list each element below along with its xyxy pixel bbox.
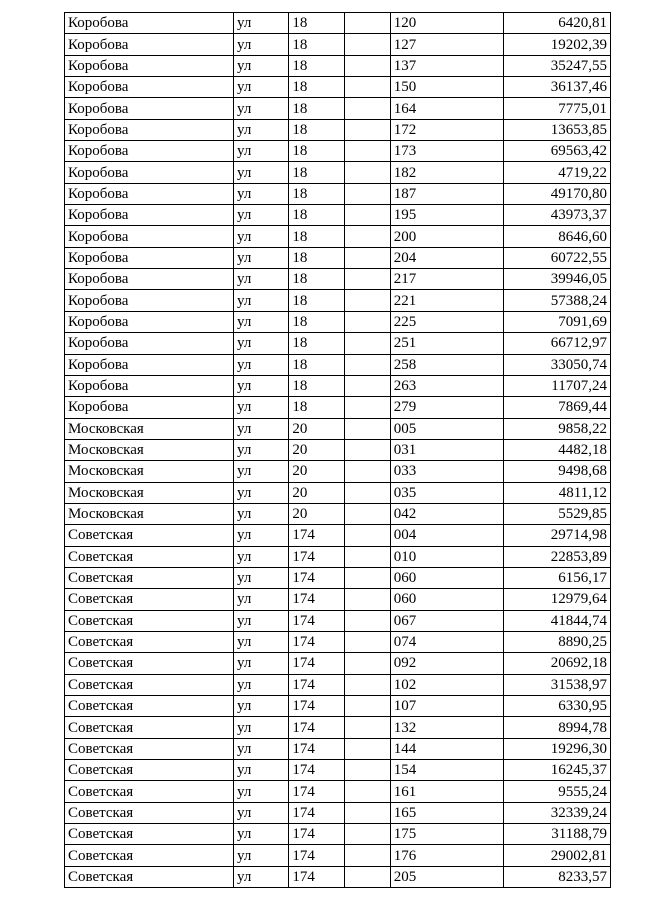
street-cell: Коробова <box>65 247 234 268</box>
empty-cell <box>344 717 390 738</box>
street-type-cell: ул <box>234 55 289 76</box>
amount-cell: 31188,79 <box>504 824 611 845</box>
table-row <box>65 482 611 503</box>
house-number-cell: 174 <box>289 802 344 823</box>
amount-cell: 29002,81 <box>504 845 611 866</box>
street-type-cell: ул <box>234 141 289 162</box>
empty-cell <box>344 247 390 268</box>
street-type-cell: ул <box>234 503 289 524</box>
house-number-cell: 174 <box>289 674 344 695</box>
table-row <box>65 34 611 55</box>
amount-cell: 49170,80 <box>504 183 611 204</box>
street-type-cell: ул <box>234 269 289 290</box>
empty-cell <box>344 375 390 396</box>
apartment-number-cell: 107 <box>390 696 504 717</box>
house-number-cell: 20 <box>289 482 344 503</box>
amount-cell: 16245,37 <box>504 760 611 781</box>
empty-cell <box>344 674 390 695</box>
street-cell: Советская <box>65 653 234 674</box>
table-row <box>65 205 611 226</box>
table-row <box>65 824 611 845</box>
apartment-number-cell: 005 <box>390 418 504 439</box>
amount-cell: 6156,17 <box>504 567 611 588</box>
house-number-cell: 174 <box>289 866 344 887</box>
table-row <box>65 333 611 354</box>
amount-cell: 20692,18 <box>504 653 611 674</box>
street-type-cell: ул <box>234 845 289 866</box>
apartment-number-cell: 150 <box>390 77 504 98</box>
street-type-cell: ул <box>234 333 289 354</box>
empty-cell <box>344 183 390 204</box>
table-row <box>65 866 611 887</box>
empty-cell <box>344 98 390 119</box>
table-row <box>65 503 611 524</box>
street-cell: Московская <box>65 418 234 439</box>
amount-cell: 9498,68 <box>504 461 611 482</box>
apartment-number-cell: 042 <box>390 503 504 524</box>
street-cell: Советская <box>65 760 234 781</box>
house-number-cell: 18 <box>289 141 344 162</box>
street-type-cell: ул <box>234 546 289 567</box>
apartment-number-cell: 092 <box>390 653 504 674</box>
street-cell: Коробова <box>65 290 234 311</box>
apartment-number-cell: 221 <box>390 290 504 311</box>
house-number-cell: 20 <box>289 461 344 482</box>
street-cell: Коробова <box>65 77 234 98</box>
amount-cell: 6330,95 <box>504 696 611 717</box>
house-number-cell: 18 <box>289 205 344 226</box>
apartment-number-cell: 127 <box>390 34 504 55</box>
apartment-number-cell: 132 <box>390 717 504 738</box>
amount-cell: 12979,64 <box>504 589 611 610</box>
amount-cell: 19202,39 <box>504 34 611 55</box>
empty-cell <box>344 631 390 652</box>
amount-cell: 60722,55 <box>504 247 611 268</box>
apartment-number-cell: 217 <box>390 269 504 290</box>
apartment-number-cell: 251 <box>390 333 504 354</box>
apartment-number-cell: 263 <box>390 375 504 396</box>
registry-body <box>65 13 611 888</box>
house-number-cell: 18 <box>289 247 344 268</box>
amount-cell: 7775,01 <box>504 98 611 119</box>
table-row <box>65 290 611 311</box>
apartment-number-cell: 144 <box>390 738 504 759</box>
table-row <box>65 845 611 866</box>
street-type-cell: ул <box>234 717 289 738</box>
amount-cell: 31538,97 <box>504 674 611 695</box>
house-number-cell: 20 <box>289 418 344 439</box>
house-number-cell: 18 <box>289 269 344 290</box>
amount-cell: 66712,97 <box>504 333 611 354</box>
table-row <box>65 269 611 290</box>
street-cell: Московская <box>65 503 234 524</box>
street-cell: Коробова <box>65 397 234 418</box>
apartment-number-cell: 060 <box>390 567 504 588</box>
street-cell: Коробова <box>65 119 234 140</box>
amount-cell: 4719,22 <box>504 162 611 183</box>
empty-cell <box>344 482 390 503</box>
apartment-number-cell: 060 <box>390 589 504 610</box>
amount-cell: 57388,24 <box>504 290 611 311</box>
street-type-cell: ул <box>234 226 289 247</box>
table-row <box>65 141 611 162</box>
amount-cell: 36137,46 <box>504 77 611 98</box>
house-number-cell: 20 <box>289 503 344 524</box>
amount-cell: 32339,24 <box>504 802 611 823</box>
street-cell: Коробова <box>65 98 234 119</box>
amount-cell: 7869,44 <box>504 397 611 418</box>
house-number-cell: 174 <box>289 589 344 610</box>
street-cell: Советская <box>65 610 234 631</box>
street-cell: Коробова <box>65 205 234 226</box>
table-row <box>65 760 611 781</box>
street-type-cell: ул <box>234 205 289 226</box>
table-row <box>65 653 611 674</box>
street-type-cell: ул <box>234 439 289 460</box>
street-type-cell: ул <box>234 418 289 439</box>
street-type-cell: ул <box>234 162 289 183</box>
street-cell: Советская <box>65 525 234 546</box>
street-cell: Коробова <box>65 269 234 290</box>
street-cell: Коробова <box>65 13 234 34</box>
house-number-cell: 18 <box>289 183 344 204</box>
street-type-cell: ул <box>234 567 289 588</box>
street-type-cell: ул <box>234 183 289 204</box>
empty-cell <box>344 55 390 76</box>
street-type-cell: ул <box>234 13 289 34</box>
apartment-number-cell: 279 <box>390 397 504 418</box>
street-type-cell: ул <box>234 354 289 375</box>
street-cell: Советская <box>65 546 234 567</box>
house-number-cell: 18 <box>289 162 344 183</box>
amount-cell: 69563,42 <box>504 141 611 162</box>
house-number-cell: 18 <box>289 226 344 247</box>
street-cell: Советская <box>65 845 234 866</box>
amount-cell: 19296,30 <box>504 738 611 759</box>
amount-cell: 8233,57 <box>504 866 611 887</box>
empty-cell <box>344 461 390 482</box>
street-type-cell: ул <box>234 311 289 332</box>
house-number-cell: 174 <box>289 631 344 652</box>
table-row <box>65 311 611 332</box>
debt-registry-table <box>64 12 611 888</box>
street-cell: Московская <box>65 461 234 482</box>
street-type-cell: ул <box>234 589 289 610</box>
apartment-number-cell: 031 <box>390 439 504 460</box>
amount-cell: 35247,55 <box>504 55 611 76</box>
street-type-cell: ул <box>234 461 289 482</box>
house-number-cell: 174 <box>289 760 344 781</box>
house-number-cell: 18 <box>289 119 344 140</box>
empty-cell <box>344 546 390 567</box>
table-row <box>65 418 611 439</box>
apartment-number-cell: 205 <box>390 866 504 887</box>
amount-cell: 6420,81 <box>504 13 611 34</box>
table-row <box>65 589 611 610</box>
amount-cell: 4482,18 <box>504 439 611 460</box>
empty-cell <box>344 525 390 546</box>
house-number-cell: 18 <box>289 354 344 375</box>
house-number-cell: 174 <box>289 845 344 866</box>
apartment-number-cell: 258 <box>390 354 504 375</box>
street-type-cell: ул <box>234 77 289 98</box>
empty-cell <box>344 845 390 866</box>
street-cell: Коробова <box>65 375 234 396</box>
amount-cell: 11707,24 <box>504 375 611 396</box>
empty-cell <box>344 696 390 717</box>
empty-cell <box>344 397 390 418</box>
empty-cell <box>344 589 390 610</box>
amount-cell: 33050,74 <box>504 354 611 375</box>
street-type-cell: ул <box>234 802 289 823</box>
house-number-cell: 174 <box>289 567 344 588</box>
table-row <box>65 525 611 546</box>
apartment-number-cell: 033 <box>390 461 504 482</box>
house-number-cell: 174 <box>289 546 344 567</box>
table-row <box>65 610 611 631</box>
empty-cell <box>344 311 390 332</box>
street-cell: Коробова <box>65 311 234 332</box>
empty-cell <box>344 141 390 162</box>
street-type-cell: ул <box>234 119 289 140</box>
table-row <box>65 375 611 396</box>
debt-registry-sheet <box>64 12 611 888</box>
house-number-cell: 174 <box>289 717 344 738</box>
table-row <box>65 631 611 652</box>
apartment-number-cell: 004 <box>390 525 504 546</box>
street-type-cell: ул <box>234 781 289 802</box>
amount-cell: 9858,22 <box>504 418 611 439</box>
table-row <box>65 738 611 759</box>
table-row <box>65 119 611 140</box>
street-type-cell: ул <box>234 866 289 887</box>
amount-cell: 8646,60 <box>504 226 611 247</box>
amount-cell: 29714,98 <box>504 525 611 546</box>
street-type-cell: ул <box>234 34 289 55</box>
street-type-cell: ул <box>234 610 289 631</box>
amount-cell: 9555,24 <box>504 781 611 802</box>
table-row <box>65 247 611 268</box>
apartment-number-cell: 172 <box>390 119 504 140</box>
table-row <box>65 546 611 567</box>
street-type-cell: ул <box>234 653 289 674</box>
empty-cell <box>344 781 390 802</box>
house-number-cell: 174 <box>289 525 344 546</box>
apartment-number-cell: 164 <box>390 98 504 119</box>
table-row <box>65 461 611 482</box>
amount-cell: 8994,78 <box>504 717 611 738</box>
house-number-cell: 18 <box>289 290 344 311</box>
empty-cell <box>344 354 390 375</box>
street-type-cell: ул <box>234 98 289 119</box>
empty-cell <box>344 333 390 354</box>
amount-cell: 7091,69 <box>504 311 611 332</box>
house-number-cell: 174 <box>289 738 344 759</box>
street-cell: Московская <box>65 439 234 460</box>
street-type-cell: ул <box>234 247 289 268</box>
house-number-cell: 174 <box>289 781 344 802</box>
apartment-number-cell: 035 <box>390 482 504 503</box>
empty-cell <box>344 653 390 674</box>
empty-cell <box>344 119 390 140</box>
street-cell: Советская <box>65 589 234 610</box>
empty-cell <box>344 77 390 98</box>
empty-cell <box>344 824 390 845</box>
apartment-number-cell: 200 <box>390 226 504 247</box>
table-row <box>65 717 611 738</box>
table-row <box>65 696 611 717</box>
amount-cell: 43973,37 <box>504 205 611 226</box>
street-cell: Советская <box>65 674 234 695</box>
table-row <box>65 55 611 76</box>
apartment-number-cell: 187 <box>390 183 504 204</box>
table-row <box>65 162 611 183</box>
table-row <box>65 397 611 418</box>
empty-cell <box>344 802 390 823</box>
street-cell: Советская <box>65 738 234 759</box>
street-cell: Коробова <box>65 333 234 354</box>
apartment-number-cell: 137 <box>390 55 504 76</box>
empty-cell <box>344 205 390 226</box>
house-number-cell: 174 <box>289 824 344 845</box>
apartment-number-cell: 225 <box>390 311 504 332</box>
house-number-cell: 18 <box>289 77 344 98</box>
apartment-number-cell: 175 <box>390 824 504 845</box>
empty-cell <box>344 162 390 183</box>
street-type-cell: ул <box>234 375 289 396</box>
house-number-cell: 18 <box>289 397 344 418</box>
street-cell: Советская <box>65 781 234 802</box>
table-row <box>65 77 611 98</box>
street-cell: Коробова <box>65 55 234 76</box>
empty-cell <box>344 610 390 631</box>
street-type-cell: ул <box>234 760 289 781</box>
table-row <box>65 802 611 823</box>
empty-cell <box>344 760 390 781</box>
empty-cell <box>344 269 390 290</box>
house-number-cell: 18 <box>289 55 344 76</box>
street-type-cell: ул <box>234 482 289 503</box>
table-row <box>65 781 611 802</box>
apartment-number-cell: 176 <box>390 845 504 866</box>
apartment-number-cell: 154 <box>390 760 504 781</box>
house-number-cell: 20 <box>289 439 344 460</box>
amount-cell: 41844,74 <box>504 610 611 631</box>
house-number-cell: 18 <box>289 34 344 55</box>
street-type-cell: ул <box>234 824 289 845</box>
street-cell: Советская <box>65 802 234 823</box>
empty-cell <box>344 567 390 588</box>
street-cell: Коробова <box>65 183 234 204</box>
empty-cell <box>344 866 390 887</box>
apartment-number-cell: 067 <box>390 610 504 631</box>
street-type-cell: ул <box>234 696 289 717</box>
street-type-cell: ул <box>234 525 289 546</box>
apartment-number-cell: 161 <box>390 781 504 802</box>
house-number-cell: 18 <box>289 333 344 354</box>
amount-cell: 8890,25 <box>504 631 611 652</box>
apartment-number-cell: 074 <box>390 631 504 652</box>
amount-cell: 4811,12 <box>504 482 611 503</box>
amount-cell: 5529,85 <box>504 503 611 524</box>
street-cell: Коробова <box>65 141 234 162</box>
street-cell: Советская <box>65 866 234 887</box>
empty-cell <box>344 439 390 460</box>
empty-cell <box>344 290 390 311</box>
apartment-number-cell: 204 <box>390 247 504 268</box>
street-cell: Коробова <box>65 34 234 55</box>
table-row <box>65 98 611 119</box>
street-cell: Советская <box>65 567 234 588</box>
street-cell: Советская <box>65 696 234 717</box>
apartment-number-cell: 102 <box>390 674 504 695</box>
apartment-number-cell: 165 <box>390 802 504 823</box>
street-cell: Советская <box>65 631 234 652</box>
empty-cell <box>344 226 390 247</box>
house-number-cell: 18 <box>289 375 344 396</box>
table-row <box>65 226 611 247</box>
table-row <box>65 567 611 588</box>
empty-cell <box>344 34 390 55</box>
street-type-cell: ул <box>234 674 289 695</box>
house-number-cell: 18 <box>289 98 344 119</box>
amount-cell: 22853,89 <box>504 546 611 567</box>
street-cell: Советская <box>65 717 234 738</box>
amount-cell: 13653,85 <box>504 119 611 140</box>
street-type-cell: ул <box>234 631 289 652</box>
house-number-cell: 18 <box>289 13 344 34</box>
empty-cell <box>344 503 390 524</box>
house-number-cell: 174 <box>289 610 344 631</box>
street-type-cell: ул <box>234 738 289 759</box>
empty-cell <box>344 738 390 759</box>
apartment-number-cell: 195 <box>390 205 504 226</box>
empty-cell <box>344 13 390 34</box>
empty-cell <box>344 418 390 439</box>
house-number-cell: 174 <box>289 696 344 717</box>
table-row <box>65 439 611 460</box>
street-cell: Московская <box>65 482 234 503</box>
street-cell: Коробова <box>65 226 234 247</box>
table-row <box>65 674 611 695</box>
street-type-cell: ул <box>234 397 289 418</box>
house-number-cell: 174 <box>289 653 344 674</box>
table-row <box>65 183 611 204</box>
street-cell: Коробова <box>65 354 234 375</box>
table-row <box>65 13 611 34</box>
apartment-number-cell: 120 <box>390 13 504 34</box>
apartment-number-cell: 173 <box>390 141 504 162</box>
house-number-cell: 18 <box>289 311 344 332</box>
street-cell: Советская <box>65 824 234 845</box>
apartment-number-cell: 010 <box>390 546 504 567</box>
street-type-cell: ул <box>234 290 289 311</box>
apartment-number-cell: 182 <box>390 162 504 183</box>
table-row <box>65 354 611 375</box>
amount-cell: 39946,05 <box>504 269 611 290</box>
street-cell: Коробова <box>65 162 234 183</box>
